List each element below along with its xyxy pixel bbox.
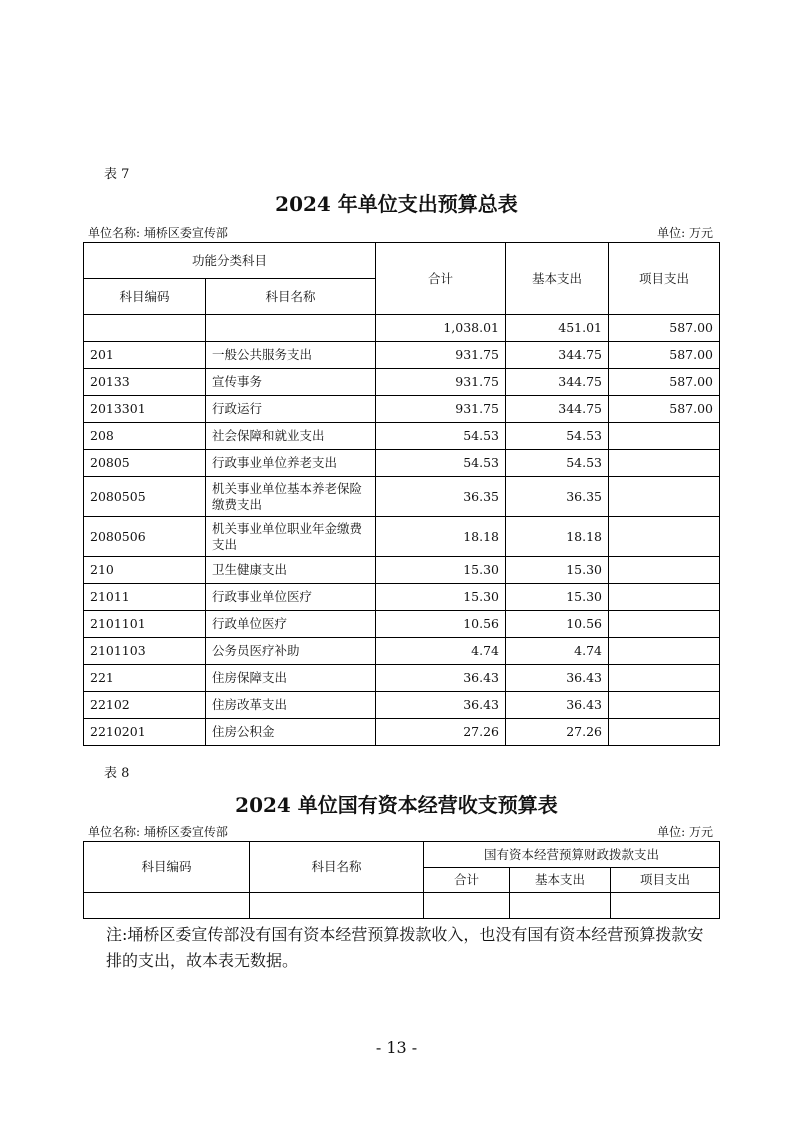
table8-header-name: 科目名称 (250, 842, 424, 893)
cell-name: 住房保障支出 (206, 665, 376, 692)
table8-title: 2024 单位国有资本经营收支预算表 (235, 793, 558, 817)
cell-name: 公务员医疗补助 (206, 638, 376, 665)
table-row (84, 342, 720, 369)
cell-basic: 4.74 (506, 638, 609, 665)
table-row (84, 665, 720, 692)
cell-code: 2080506 (84, 517, 206, 557)
cell-code (84, 315, 206, 342)
table-row (84, 557, 720, 584)
cell-code (84, 893, 250, 919)
cell-name: 住房改革支出 (206, 692, 376, 719)
table7-header-name: 科目名称 (206, 279, 376, 315)
table-row (84, 423, 720, 450)
cell-project (609, 517, 720, 557)
cell-project (609, 450, 720, 477)
cell-total (424, 893, 510, 919)
table-row (84, 638, 720, 665)
cell-name: 社会保障和就业支出 (206, 423, 376, 450)
cell-code: 2101103 (84, 638, 206, 665)
table8-unit-name: 单位名称: 埇桥区委宣传部 (88, 825, 228, 839)
cell-name: 住房公积金 (206, 719, 376, 746)
cell-basic: 15.30 (506, 557, 609, 584)
table7-title: 2024 年单位支出预算总表 (275, 192, 518, 216)
table-row (84, 692, 720, 719)
table8 (83, 841, 720, 919)
cell-code: 2013301 (84, 396, 206, 423)
cell-project (609, 665, 720, 692)
cell-total: 1,038.01 (376, 315, 506, 342)
cell-project (609, 423, 720, 450)
table7-unit: 单位: 万元 (657, 226, 713, 240)
cell-name: 行政运行 (206, 396, 376, 423)
cell-code: 210 (84, 557, 206, 584)
cell-basic: 36.43 (506, 665, 609, 692)
table7-header-group: 功能分类科目 (84, 243, 376, 279)
cell-total: 931.75 (376, 396, 506, 423)
cell-code: 20133 (84, 369, 206, 396)
cell-project (609, 611, 720, 638)
cell-total: 54.53 (376, 450, 506, 477)
cell-code: 20805 (84, 450, 206, 477)
cell-project (609, 557, 720, 584)
cell-name: 卫生健康支出 (206, 557, 376, 584)
cell-basic: 36.43 (506, 692, 609, 719)
cell-basic: 344.75 (506, 369, 609, 396)
cell-basic: 54.53 (506, 450, 609, 477)
table8-header-project: 项目支出 (611, 868, 720, 893)
table8-header-basic: 基本支出 (510, 868, 611, 893)
cell-total: 36.43 (376, 665, 506, 692)
table7-label: 表 7 (104, 167, 130, 182)
cell-basic: 15.30 (506, 584, 609, 611)
cell-basic: 54.53 (506, 423, 609, 450)
table-row (84, 893, 720, 919)
cell-basic: 344.75 (506, 396, 609, 423)
page-number: - 13 - (375, 1038, 418, 1057)
cell-name: 一般公共服务支出 (206, 342, 376, 369)
cell-name: 机关事业单位基本养老保险缴费支出 (206, 477, 376, 517)
table7-unit-name: 单位名称: 埇桥区委宣传部 (88, 226, 228, 240)
cell-name: 机关事业单位职业年金缴费支出 (206, 517, 376, 557)
cell-name: 宣传事务 (206, 369, 376, 396)
cell-name (250, 893, 424, 919)
table-row (84, 477, 720, 517)
table8-unit: 单位: 万元 (657, 825, 713, 839)
cell-total: 36.43 (376, 692, 506, 719)
table8-header-group: 国有资本经营预算财政拨款支出 (424, 842, 720, 868)
table7 (83, 242, 720, 746)
cell-project (609, 477, 720, 517)
cell-project (609, 638, 720, 665)
cell-basic: 27.26 (506, 719, 609, 746)
table-row (84, 719, 720, 746)
cell-code: 221 (84, 665, 206, 692)
cell-project (609, 584, 720, 611)
cell-code: 201 (84, 342, 206, 369)
cell-project: 587.00 (609, 315, 720, 342)
note-text: 注:埇桥区委宣传部没有国有资本经营预算拨款收入，也没有国有资本经营预算拨款安排的支出，故本表无数据。 (106, 925, 704, 971)
cell-total: 15.30 (376, 584, 506, 611)
cell-project: 587.00 (609, 369, 720, 396)
cell-name (206, 315, 376, 342)
cell-code: 2210201 (84, 719, 206, 746)
cell-project (609, 719, 720, 746)
cell-code: 2080505 (84, 477, 206, 517)
cell-code: 2101101 (84, 611, 206, 638)
table-row (84, 315, 720, 342)
cell-basic: 344.75 (506, 342, 609, 369)
table-row (84, 517, 720, 557)
cell-basic: 18.18 (506, 517, 609, 557)
table8-header-code: 科目编码 (84, 842, 250, 893)
cell-code: 21011 (84, 584, 206, 611)
table8-label: 表 8 (104, 766, 130, 781)
cell-name: 行政事业单位养老支出 (206, 450, 376, 477)
cell-project (611, 893, 720, 919)
cell-basic: 10.56 (506, 611, 609, 638)
table-row (84, 584, 720, 611)
table8-header-total: 合计 (424, 868, 510, 893)
cell-code: 208 (84, 423, 206, 450)
cell-project: 587.00 (609, 342, 720, 369)
table7-header-total: 合计 (376, 243, 506, 315)
cell-total: 15.30 (376, 557, 506, 584)
table-row (84, 369, 720, 396)
cell-project: 587.00 (609, 396, 720, 423)
cell-total: 931.75 (376, 369, 506, 396)
cell-total: 10.56 (376, 611, 506, 638)
table7-header-basic: 基本支出 (506, 243, 609, 315)
cell-name: 行政事业单位医疗 (206, 584, 376, 611)
table-row (84, 396, 720, 423)
cell-project (609, 692, 720, 719)
cell-code: 22102 (84, 692, 206, 719)
cell-total: 36.35 (376, 477, 506, 517)
cell-basic (510, 893, 611, 919)
cell-total: 931.75 (376, 342, 506, 369)
cell-basic: 36.35 (506, 477, 609, 517)
table-row (84, 611, 720, 638)
table7-header-code: 科目编码 (84, 279, 206, 315)
cell-name: 行政单位医疗 (206, 611, 376, 638)
table7-header-project: 项目支出 (609, 243, 720, 315)
cell-total: 54.53 (376, 423, 506, 450)
cell-total: 18.18 (376, 517, 506, 557)
table-row (84, 450, 720, 477)
cell-basic: 451.01 (506, 315, 609, 342)
cell-total: 27.26 (376, 719, 506, 746)
cell-total: 4.74 (376, 638, 506, 665)
